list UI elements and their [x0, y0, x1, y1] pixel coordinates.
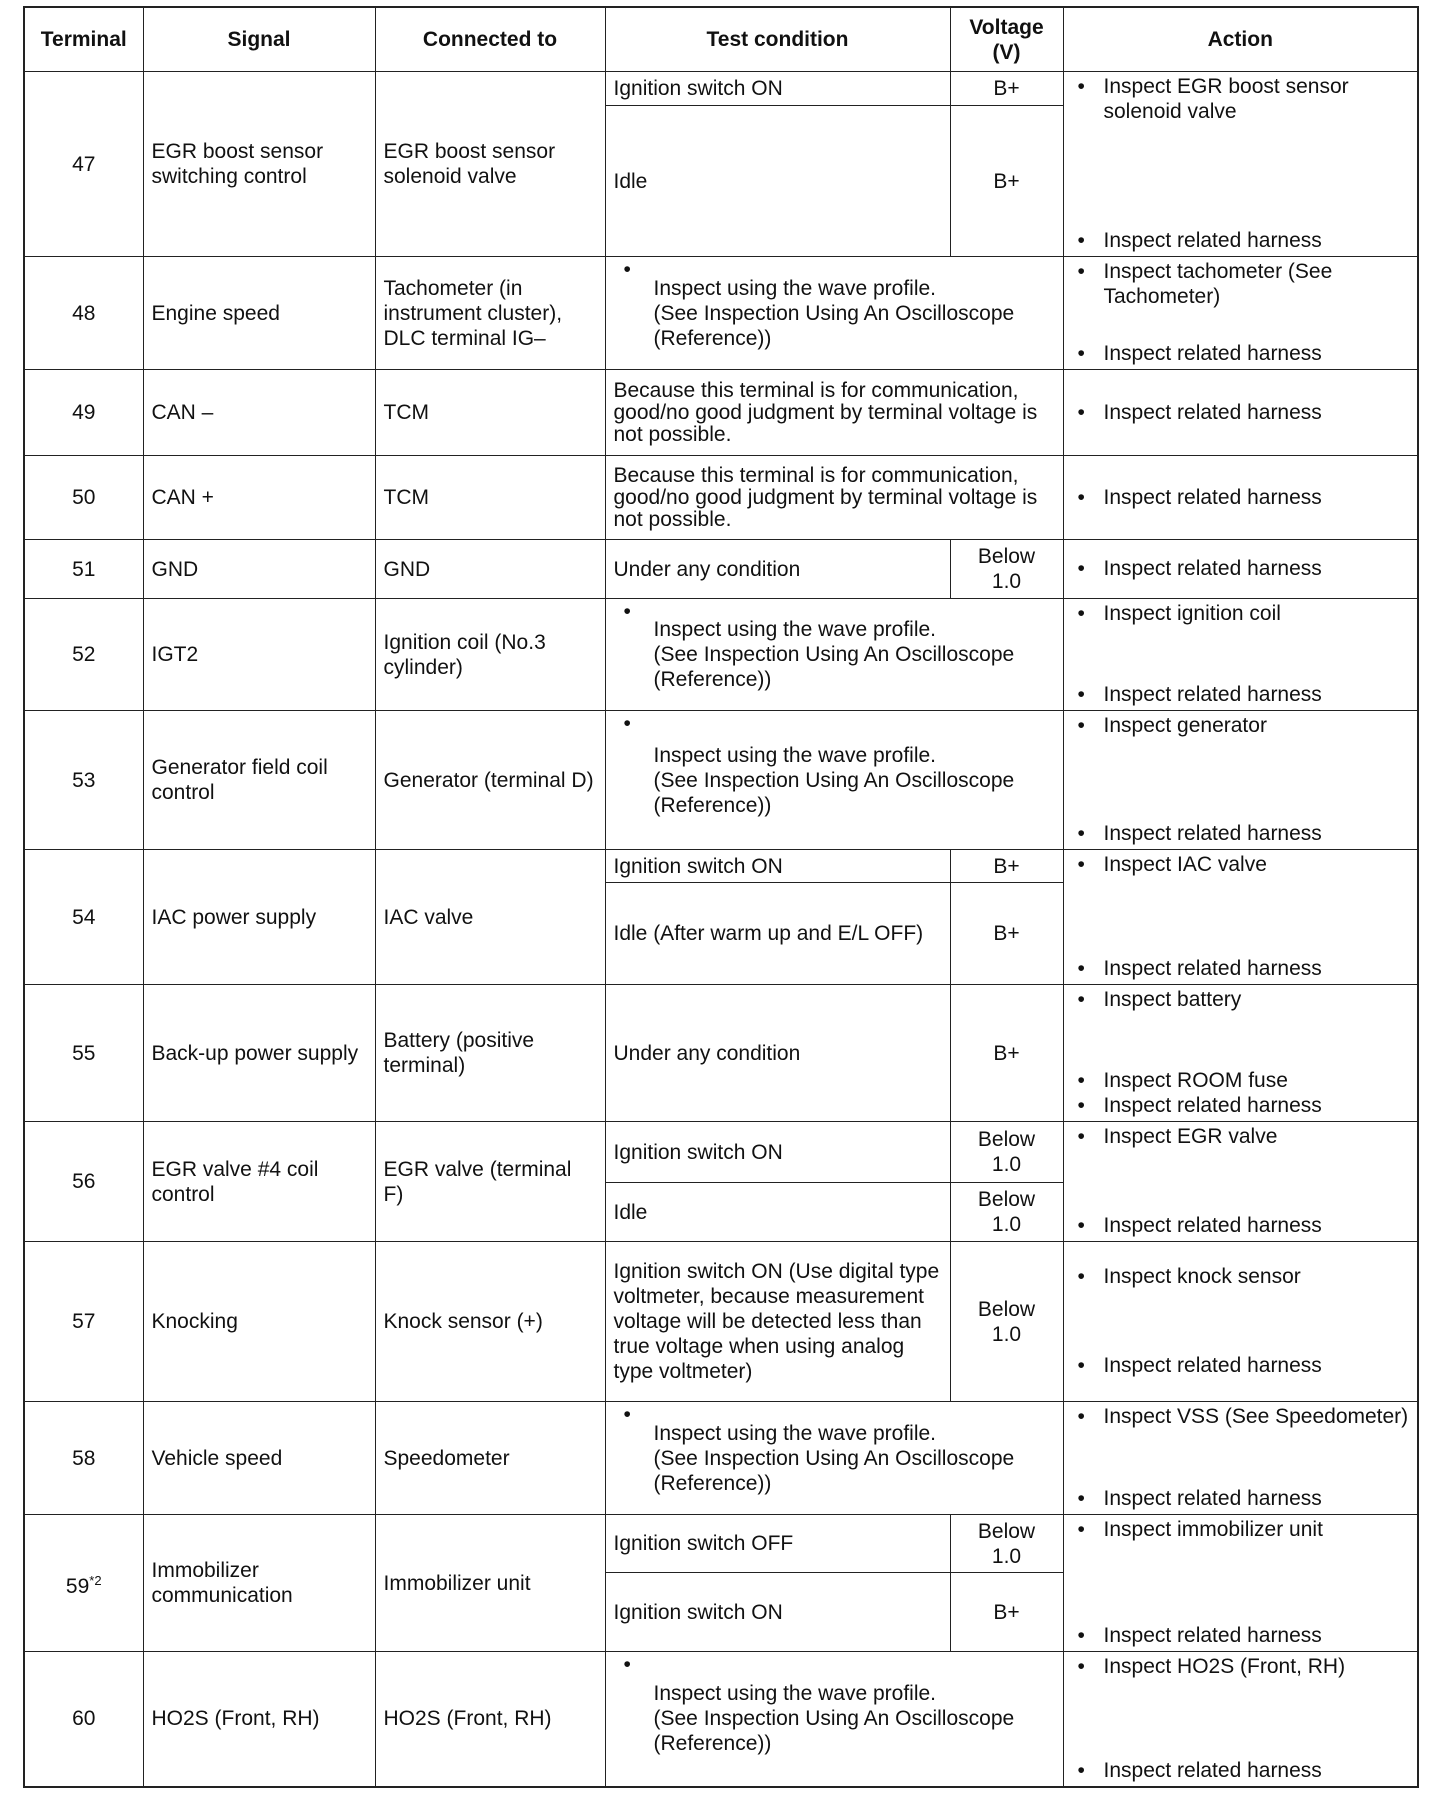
table-row [24, 540, 1418, 599]
wave-reference: (See Inspection Using An Oscilloscope (Reference)) [653, 1446, 1015, 1495]
action-item: • Inspect knock sensor [1072, 1264, 1410, 1289]
signal-cell: IGT2 [143, 599, 375, 711]
action-item: • Inspect tachometer (See Tachometer) [1072, 259, 1410, 309]
action-group-top [1072, 1124, 1410, 1149]
action-item: • Inspect related harness [1072, 341, 1410, 366]
action-cell [1063, 1242, 1418, 1402]
action-item: • Inspect related harness [1072, 1486, 1410, 1511]
action-item: • Inspect related harness [1072, 956, 1410, 981]
connected-to-cell: IAC valve [375, 850, 605, 985]
wave-instruction: Inspect using the wave profile. [653, 276, 936, 300]
terminal-number: 50 [72, 486, 96, 509]
signal-cell: IAC power supply [143, 850, 375, 985]
action-item: • Inspect related harness [1072, 1093, 1410, 1118]
action-list [1072, 74, 1410, 253]
voltage-cell [950, 1122, 1063, 1183]
action-cell [1063, 850, 1418, 985]
action-cell [1063, 72, 1418, 257]
wave-reference: (See Inspection Using An Oscilloscope (Reference)) [653, 1707, 1015, 1756]
terminal-cell [24, 257, 143, 370]
action-cell [1063, 540, 1418, 599]
action-item: • Inspect related harness [1072, 228, 1410, 253]
action-cell [1063, 985, 1418, 1122]
action-list [1072, 1654, 1410, 1783]
signal-cell: Knocking [143, 1242, 375, 1402]
connected-to-cell: Ignition coil (No.3 cylinder) [375, 599, 605, 711]
action-item: • Inspect immobilizer unit [1072, 1517, 1410, 1542]
signal-cell: CAN + [143, 456, 375, 540]
voltage-cell [950, 106, 1063, 257]
terminal-number: 51 [72, 557, 96, 581]
voltage-value: Below 1.0 [977, 1297, 1036, 1346]
connected-to-cell: Generator (terminal D) [375, 711, 605, 850]
header-voltage [950, 7, 1063, 72]
action-group-bottom [1072, 1758, 1410, 1783]
terminal-number: 60 [72, 1707, 96, 1731]
action-group-top [1072, 74, 1410, 124]
action-list [1072, 542, 1410, 595]
voltage-cell [950, 850, 1063, 883]
test-condition-cell [605, 1402, 1063, 1515]
action-item: • Inspect ignition coil [1072, 601, 1410, 626]
action-cell [1063, 1652, 1418, 1787]
wave-instruction: Inspect using the wave profile. [653, 1421, 936, 1445]
action-list [1072, 713, 1410, 846]
connected-to-cell: Tachometer (in instrument cluster), DLC terminal IG– [375, 257, 605, 370]
terminal-cell [24, 1515, 143, 1652]
voltage-value: B+ [993, 1600, 1020, 1624]
terminal-number: 58 [72, 1446, 96, 1470]
voltage-cell [950, 72, 1063, 106]
action-item: • Inspect EGR boost sensor solenoid valve [1072, 74, 1410, 124]
terminal-footnote: *2 [89, 1572, 102, 1588]
test-condition-cell [605, 599, 1063, 711]
action-cell [1063, 1402, 1418, 1515]
voltage-cell [950, 985, 1063, 1122]
voltage-value: Below 1.0 [977, 1128, 1036, 1176]
table-row [24, 1652, 1418, 1787]
test-condition-note: Because this terminal is for communication, good/no good judgment by terminal voltage is not possible. [605, 456, 1063, 540]
action-group-top [1072, 852, 1410, 877]
bullet-icon: • [623, 712, 631, 735]
test-condition-cell: Ignition switch OFF [605, 1515, 950, 1573]
table-row [24, 72, 1418, 106]
terminal-cell [24, 1242, 143, 1402]
voltage-value: B+ [993, 1041, 1020, 1065]
test-condition-cell: Ignition switch ON [605, 72, 950, 106]
signal-cell: Engine speed [143, 257, 375, 370]
action-list [1072, 372, 1410, 452]
terminal-cell [24, 370, 143, 456]
action-item: • Inspect related harness [1072, 821, 1410, 846]
terminal-number: 55 [72, 1041, 96, 1065]
terminal-voltage-table [23, 6, 1419, 1788]
test-condition-cell: Idle [605, 1183, 950, 1242]
action-list [1072, 458, 1410, 536]
connected-to-cell: TCM [375, 370, 605, 456]
table-row [24, 1242, 1418, 1402]
terminal-cell [24, 1652, 143, 1787]
bullet-icon: • [623, 258, 631, 281]
terminal-cell [24, 456, 143, 540]
table-row [24, 257, 1418, 370]
action-group-bottom [1072, 228, 1410, 253]
test-condition-cell: Ignition switch ON (Use digital type voltmeter, because measurement voltage will be detected less than true voltage when using analog type voltmeter) [605, 1242, 950, 1402]
action-group-top [1072, 1654, 1410, 1679]
voltage-value: Below 1.0 [977, 545, 1036, 593]
voltage-cell [950, 540, 1063, 599]
connected-to-cell: Immobilizer unit [375, 1515, 605, 1652]
signal-cell: CAN – [143, 370, 375, 456]
table-row [24, 1515, 1418, 1573]
action-group-bottom [1072, 1623, 1410, 1648]
action-cell [1063, 599, 1418, 711]
connected-to-cell: HO2S (Front, RH) [375, 1652, 605, 1787]
action-cell [1063, 370, 1418, 456]
table-row [24, 850, 1418, 883]
signal-cell: EGR boost sensor switching control [143, 72, 375, 257]
action-group-bottom [1072, 1213, 1410, 1238]
action-item: • Inspect ROOM fuse [1072, 1068, 1410, 1093]
action-group-top [1072, 1404, 1410, 1429]
terminal-cell [24, 1402, 143, 1515]
action-item: • Inspect related harness [1072, 400, 1410, 425]
action-group-top [1072, 259, 1410, 309]
voltage-value: B+ [993, 854, 1020, 878]
header-signal: Signal [143, 7, 375, 72]
wave-instruction: Inspect using the wave profile. [653, 618, 936, 641]
action-cell [1063, 711, 1418, 850]
action-list [1072, 1124, 1410, 1238]
action-group-top [1072, 601, 1410, 626]
action-group-bottom [1072, 1333, 1410, 1398]
action-item: • Inspect generator [1072, 713, 1410, 738]
test-condition-cell: Idle [605, 106, 950, 257]
action-item: • Inspect related harness [1072, 1213, 1410, 1238]
signal-cell: Vehicle speed [143, 1402, 375, 1515]
action-cell [1063, 1515, 1418, 1652]
action-group-bottom [1072, 341, 1410, 366]
connected-to-cell: EGR boost sensor solenoid valve [375, 72, 605, 257]
terminal-cell [24, 540, 143, 599]
test-condition-cell [605, 711, 1063, 850]
test-condition-cell: Under any condition [605, 540, 950, 599]
connected-to-cell: GND [375, 540, 605, 599]
action-list [1072, 1404, 1410, 1511]
header-test-condition: Test condition [605, 7, 950, 72]
connected-to-cell: Battery (positive terminal) [375, 985, 605, 1122]
header-connected-to: Connected to [375, 7, 605, 72]
action-group-bottom [1072, 1068, 1410, 1118]
header-terminal: Terminal [24, 7, 143, 72]
action-cell [1063, 1122, 1418, 1242]
test-condition-note: Because this terminal is for communication, good/no good judgment by terminal voltage is not possible. [605, 370, 1063, 456]
terminal-number: 59 [65, 1574, 90, 1598]
connected-to-cell: EGR valve (terminal F) [375, 1122, 605, 1242]
action-group-top [1072, 1517, 1410, 1542]
table-row [24, 711, 1418, 850]
table-row [24, 370, 1418, 456]
test-condition-cell: Idle (After warm up and E/L OFF) [605, 883, 950, 985]
connected-to-cell: Speedometer [375, 1402, 605, 1515]
header-action: Action [1063, 7, 1418, 72]
action-item: • Inspect related harness [1072, 1758, 1410, 1783]
voltage-value: Below 1.0 [977, 1188, 1036, 1236]
action-item: • Inspect related harness [1072, 682, 1410, 707]
action-item: • Inspect HO2S (Front, RH) [1072, 1654, 1410, 1679]
wave-instruction: Inspect using the wave profile. [653, 1682, 936, 1706]
voltage-cell [950, 883, 1063, 985]
table-row [24, 1122, 1418, 1183]
test-condition-cell: Ignition switch ON [605, 1122, 950, 1183]
terminal-number: 56 [72, 1170, 96, 1193]
terminal-cell [24, 72, 143, 257]
voltage-value: Below 1.0 [977, 1519, 1036, 1568]
action-item: • Inspect EGR valve [1072, 1124, 1410, 1149]
table-row [24, 456, 1418, 540]
action-group-top [1072, 713, 1410, 738]
action-group-top [1072, 1244, 1410, 1309]
terminal-cell [24, 850, 143, 985]
voltage-cell [950, 1183, 1063, 1242]
action-item: • Inspect VSS (See Speedometer) [1072, 1404, 1410, 1429]
action-list [1072, 852, 1410, 981]
action-list [1072, 1517, 1410, 1648]
voltage-value: B+ [993, 922, 1020, 945]
test-condition-cell [605, 257, 1063, 370]
terminal-number: 48 [72, 301, 96, 325]
action-list [1072, 987, 1410, 1118]
connected-to-cell: TCM [375, 456, 605, 540]
connected-to-cell: Knock sensor (+) [375, 1242, 605, 1402]
wave-instruction: Inspect using the wave profile. [653, 743, 936, 767]
terminal-number: 52 [72, 643, 96, 666]
test-condition-cell: Ignition switch ON [605, 850, 950, 883]
terminal-number: 54 [72, 905, 96, 929]
test-condition-cell [605, 1652, 1063, 1787]
terminal-cell [24, 599, 143, 711]
action-list [1072, 601, 1410, 707]
action-group-bottom [1072, 1486, 1410, 1511]
action-item: • Inspect related harness [1072, 1353, 1410, 1378]
action-cell [1063, 257, 1418, 370]
wave-reference: (See Inspection Using An Oscilloscope (Reference)) [653, 643, 1015, 691]
action-item: • Inspect related harness [1072, 1623, 1410, 1648]
terminal-number: 57 [72, 1310, 96, 1333]
action-item: • Inspect related harness [1072, 485, 1410, 510]
wave-reference: (See Inspection Using An Oscilloscope (Reference)) [653, 301, 1015, 350]
terminal-cell [24, 1122, 143, 1242]
action-item: • Inspect related harness [1072, 556, 1410, 581]
action-group-center [1072, 485, 1410, 510]
test-condition-cell: Under any condition [605, 985, 950, 1122]
action-cell [1063, 456, 1418, 540]
action-group-bottom [1072, 821, 1410, 846]
signal-cell: Back-up power supply [143, 985, 375, 1122]
bullet-icon: • [623, 1653, 631, 1676]
header-voltage-label: Voltage (V) [969, 15, 1044, 64]
signal-cell: Generator field coil control [143, 711, 375, 850]
signal-cell: Immobilizer communication [143, 1515, 375, 1652]
action-item: • Inspect battery [1072, 987, 1410, 1012]
table-row [24, 599, 1418, 711]
action-item: • Inspect IAC valve [1072, 852, 1410, 877]
voltage-value: B+ [993, 77, 1020, 100]
action-group-bottom [1072, 682, 1410, 707]
terminal-number: 49 [72, 401, 96, 424]
signal-cell: HO2S (Front, RH) [143, 1652, 375, 1787]
terminal-number: 53 [72, 768, 96, 792]
voltage-cell [950, 1515, 1063, 1573]
wave-reference: (See Inspection Using An Oscilloscope (Reference)) [653, 768, 1015, 817]
action-group-top [1072, 987, 1410, 1012]
test-condition-cell: Ignition switch ON [605, 1573, 950, 1652]
action-group-center [1072, 400, 1410, 425]
table-row [24, 1402, 1418, 1515]
terminal-cell [24, 711, 143, 850]
terminal-cell [24, 985, 143, 1122]
voltage-cell [950, 1573, 1063, 1652]
table-row [24, 985, 1418, 1122]
action-group-bottom [1072, 956, 1410, 981]
action-group-center [1072, 556, 1410, 581]
signal-cell: EGR valve #4 coil control [143, 1122, 375, 1242]
action-list [1072, 259, 1410, 366]
action-list [1072, 1244, 1410, 1398]
signal-cell: GND [143, 540, 375, 599]
header-row [24, 7, 1418, 72]
terminal-number: 47 [72, 152, 96, 176]
bullet-icon: • [623, 600, 631, 623]
voltage-cell [950, 1242, 1063, 1402]
bullet-icon: • [623, 1403, 631, 1426]
voltage-value: B+ [993, 169, 1020, 193]
